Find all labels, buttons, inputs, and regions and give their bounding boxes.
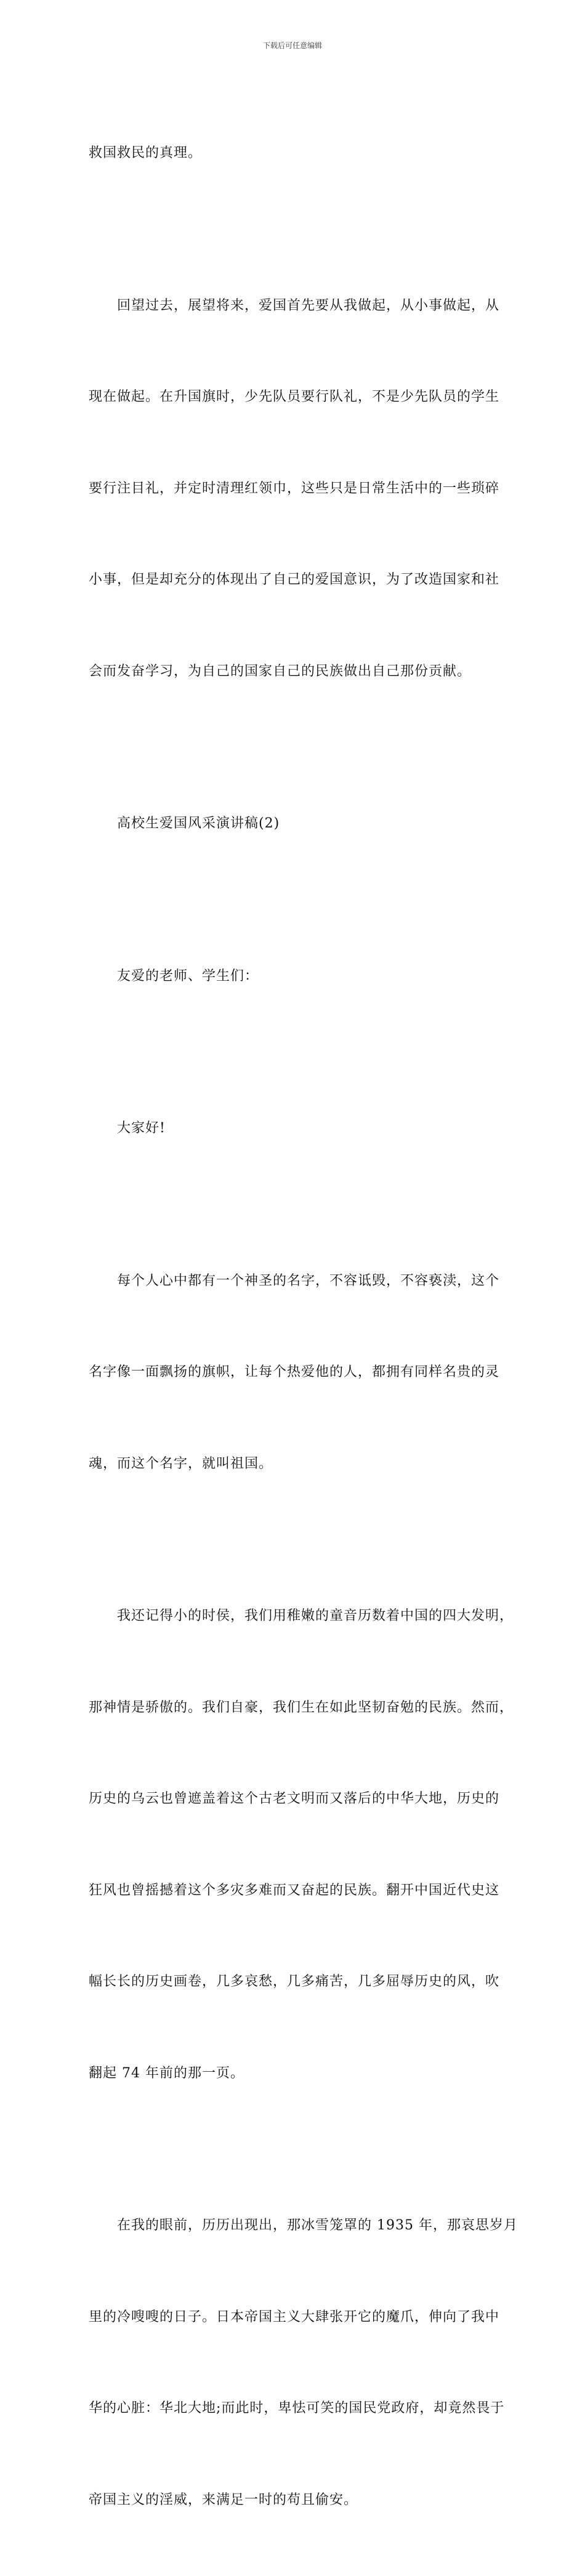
text-line: 狂风也曾摇撼着这个多灾多难而又奋起的民族。翻开中国近代史这 bbox=[89, 1882, 500, 1898]
text-line: 每个人心中都有一个神圣的名字，不容诋毁，不容亵渎，这个 bbox=[89, 1273, 500, 1289]
text-line: 帝国主义的淫威，来满足一时的苟且偷安。 bbox=[89, 2492, 358, 2508]
paragraph-8 bbox=[89, 2149, 518, 2576]
text-line: 幅长长的历史画卷，几多哀愁，几多痛苦，几多屈辱历史的风，吹 bbox=[89, 1974, 500, 1989]
paragraph-7 bbox=[89, 1540, 514, 2149]
text-line: 小事，但是却充分的体现出了自己的爱国意识，为了改造国家和社 bbox=[89, 572, 500, 587]
text-line: 翻起 74 年前的那一页。 bbox=[89, 2065, 244, 2081]
text-line: 里的冷嗖嗖的日子。日本帝国主义大肆张开它的魔爪，伸向了我中 bbox=[89, 2309, 500, 2325]
text-line: 魂，而这个名字，就叫祖国。 bbox=[89, 1455, 273, 1471]
text-line: 回望过去，展望将来，爱国首先要从我做起，从小事做起，从 bbox=[89, 297, 500, 313]
paragraph-4-salutation bbox=[89, 900, 498, 1053]
text-line: 现在做起。在升国旗时，少先队员要行队礼，不是少先队员的学生 bbox=[89, 389, 500, 405]
paragraph-6 bbox=[89, 1205, 498, 1540]
text-line: 历史的乌云也曾遮盖着这个古老文明而又落后的中华大地，历史的 bbox=[89, 1791, 500, 1806]
greeting: 大家好! bbox=[89, 1121, 166, 1136]
document-body bbox=[89, 77, 518, 2576]
paragraph-3-title bbox=[89, 747, 498, 900]
text-line: 华的心脏：华北大地;而此时，卑怯可笑的国民党政府，却竟然畏于 bbox=[89, 2401, 505, 2416]
text-line: 救国救民的真理。 bbox=[89, 145, 203, 161]
paragraph-1 bbox=[89, 77, 498, 230]
text-line: 在我的眼前，历历出现出，那冰雪笼罩的 1935 年，那哀思岁月 bbox=[89, 2218, 518, 2233]
text-line: 我还记得小的时侯，我们用稚嫩的童音历数着中国的四大发明， bbox=[89, 1608, 514, 1624]
text-line: 名字像一面飘扬的旗帜，让每个热爱他的人，都拥有同样名贵的灵 bbox=[89, 1364, 500, 1380]
text-line: 那神情是骄傲的。我们自豪，我们生在如此坚韧奋勉的民族。然而， bbox=[89, 1699, 514, 1715]
section-title: 高校生爱国风采演讲稿(2) bbox=[89, 816, 280, 831]
page-header: 下载后可任意编辑 bbox=[262, 41, 322, 50]
text-line: 要行注目礼，并定时清理红领巾，这些只是日常生活中的一些琐碎 bbox=[89, 480, 500, 496]
text-line: 会而发奋学习，为自己的国家自己的民族做出自己那份贡献。 bbox=[89, 663, 472, 679]
paragraph-5-greeting bbox=[89, 1052, 498, 1205]
paragraph-2 bbox=[89, 230, 498, 748]
salutation: 友爱的老师、学生们： bbox=[89, 968, 259, 984]
